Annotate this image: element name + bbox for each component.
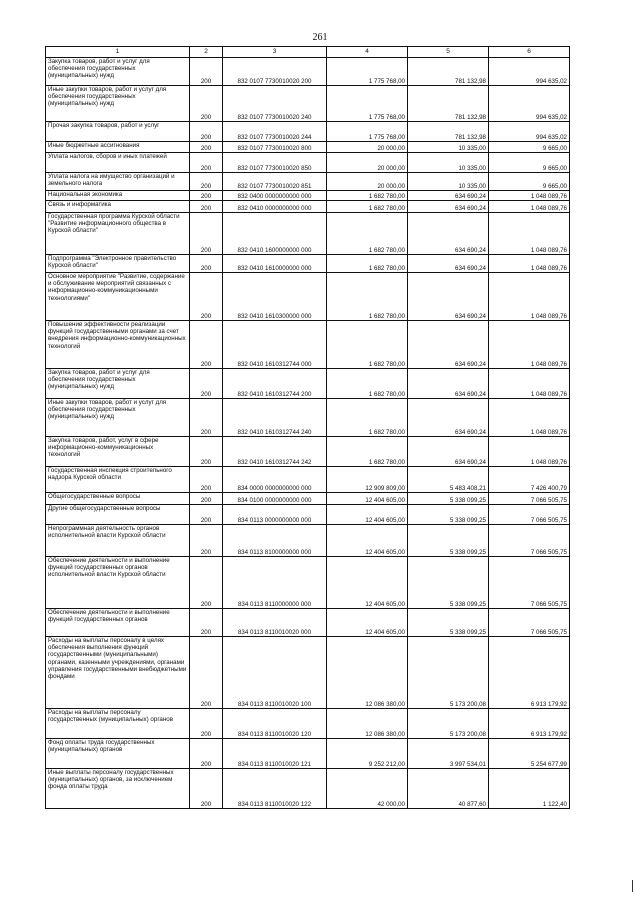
row-code-cell: 834 0113 8100000000 000 — [223, 525, 327, 557]
row-name-cell: Уплата налогов, сборов и иных платежей — [46, 153, 190, 173]
row-vr-cell: 200 — [190, 525, 223, 557]
row-name-cell: Обеспечение деятельности и выполнение функций государственных органов — [46, 609, 190, 637]
row-code-cell: 832 0107 7730010020 244 — [223, 122, 327, 142]
row-approved-cell: 1 682 780,00 — [327, 437, 408, 467]
row-approved-cell: 12 404 605,00 — [327, 493, 408, 505]
row-code-cell: 834 0113 8110010020 122 — [223, 769, 327, 809]
row-name-cell: Расходы на выплаты персоналу в целях обеспечения выполнения функций государственными (муниципальными) органами, казенными учреждениями, органами управления государственными внебюджетными фондами — [46, 637, 190, 709]
row-executed-cell: 634 690,24 — [408, 191, 489, 201]
row-name-cell: Закупка товаров, работ и услуг для обеспечения государственных (муниципальных) нужд — [46, 58, 190, 86]
row-vr-cell: 200 — [190, 493, 223, 505]
row-remaining-cell: 7 066 505,75 — [489, 505, 570, 525]
table-row — [46, 437, 570, 467]
row-remaining-cell: 1 048 089,76 — [489, 437, 570, 467]
row-vr-cell: 200 — [190, 739, 223, 769]
row-name-cell: Закупка товаров, работ, услуг в сфере информационно-коммуникационных технологий — [46, 437, 190, 467]
row-code-cell: 834 0000 0000000000 000 — [223, 467, 327, 493]
row-name-cell: Иные закупки товаров, работ и услуг для обеспечения государственных (муниципальных) нужд — [46, 86, 190, 122]
row-name-cell: Общегосударственные вопросы — [46, 493, 190, 505]
column-header: 3 — [223, 47, 327, 58]
row-vr-cell: 200 — [190, 709, 223, 739]
row-name-cell: Прочая закупка товаров, работ и услуг — [46, 122, 190, 142]
row-code-cell: 832 0410 1600000000 000 — [223, 213, 327, 255]
row-executed-cell: 634 690,24 — [408, 201, 489, 213]
row-code-cell: 832 0410 1610312744 242 — [223, 437, 327, 467]
row-remaining-cell: 7 426 400,79 — [489, 467, 570, 493]
table-body — [46, 58, 570, 809]
row-vr-cell: 200 — [190, 467, 223, 493]
row-name-cell: Непрограммная деятельность органов исполнительной власти Курской области — [46, 525, 190, 557]
row-executed-cell: 5 338 099,25 — [408, 525, 489, 557]
row-name-cell: Иные выплаты персоналу государственных (муниципальных) органов, за исключением фонда оплаты труда — [46, 769, 190, 809]
row-executed-cell: 634 690,24 — [408, 437, 489, 467]
budget-table — [45, 46, 570, 809]
table-row — [46, 255, 570, 273]
row-approved-cell: 1 682 780,00 — [327, 191, 408, 201]
row-code-cell: 832 0410 1610000000 000 — [223, 255, 327, 273]
row-code-cell: 832 0400 0000000000 000 — [223, 191, 327, 201]
row-executed-cell: 634 690,24 — [408, 255, 489, 273]
column-header: 6 — [489, 47, 570, 58]
row-executed-cell: 5 338 099,25 — [408, 493, 489, 505]
row-approved-cell: 1 682 780,00 — [327, 213, 408, 255]
row-vr-cell: 200 — [190, 609, 223, 637]
row-vr-cell: 200 — [190, 58, 223, 86]
table-row — [46, 739, 570, 769]
table-row — [46, 493, 570, 505]
row-executed-cell: 5 338 099,25 — [408, 505, 489, 525]
row-executed-cell: 781 132,98 — [408, 122, 489, 142]
row-remaining-cell: 1 048 089,76 — [489, 191, 570, 201]
table-row — [46, 467, 570, 493]
table-row — [46, 321, 570, 369]
row-executed-cell: 5 173 200,08 — [408, 709, 489, 739]
table-row — [46, 86, 570, 122]
column-header: 1 — [46, 47, 190, 58]
row-vr-cell: 200 — [190, 437, 223, 467]
row-remaining-cell: 1 048 089,76 — [489, 201, 570, 213]
row-executed-cell: 3 997 534,01 — [408, 739, 489, 769]
page-number: 261 — [312, 32, 328, 43]
row-code-cell: 832 0107 7730010020 200 — [223, 58, 327, 86]
row-executed-cell: 634 690,24 — [408, 399, 489, 437]
row-name-cell: Основное мероприятие "Развитие, содержание и обслуживание мероприятий связанных с информационно-коммуникационными технологиями" — [46, 273, 190, 321]
row-executed-cell: 40 877,60 — [408, 769, 489, 809]
row-code-cell: 832 0107 7730010020 850 — [223, 153, 327, 173]
row-vr-cell: 200 — [190, 153, 223, 173]
table-row — [46, 609, 570, 637]
row-approved-cell: 1 775 768,00 — [327, 122, 408, 142]
row-remaining-cell: 9 665,00 — [489, 173, 570, 191]
table-header-row — [46, 47, 570, 58]
row-approved-cell: 20 000,00 — [327, 173, 408, 191]
row-name-cell: Закупка товаров, работ и услуг для обеспечения государственных (муниципальных) нужд — [46, 369, 190, 399]
row-code-cell: 832 0410 1610312744 000 — [223, 321, 327, 369]
table-row — [46, 557, 570, 609]
row-name-cell: Связь и информатика — [46, 201, 190, 213]
row-name-cell: Иные закупки товаров, работ и услуг для обеспечения государственных (муниципальных) нужд — [46, 399, 190, 437]
row-code-cell: 834 0113 8110010020 120 — [223, 709, 327, 739]
row-vr-cell: 200 — [190, 191, 223, 201]
row-vr-cell: 200 — [190, 321, 223, 369]
table-row — [46, 191, 570, 201]
row-vr-cell: 200 — [190, 255, 223, 273]
row-executed-cell: 10 335,00 — [408, 173, 489, 191]
row-code-cell: 834 0113 8110010020 100 — [223, 637, 327, 709]
row-vr-cell: 200 — [190, 637, 223, 709]
row-code-cell: 832 0410 0000000000 000 — [223, 201, 327, 213]
row-name-cell: Расходы на выплаты персоналу государственных (муниципальных) органов — [46, 709, 190, 739]
row-approved-cell: 1 682 780,00 — [327, 255, 408, 273]
row-remaining-cell: 1 048 089,76 — [489, 369, 570, 399]
column-header: 4 — [327, 47, 408, 58]
row-vr-cell: 200 — [190, 273, 223, 321]
row-code-cell: 832 0410 1610300000 000 — [223, 273, 327, 321]
row-name-cell: Другие общегосударственные вопросы — [46, 505, 190, 525]
table-row — [46, 122, 570, 142]
row-remaining-cell: 7 066 505,75 — [489, 493, 570, 505]
row-code-cell: 834 0113 8110000000 000 — [223, 557, 327, 609]
row-approved-cell: 20 000,00 — [327, 153, 408, 173]
scan-edge-mark — [632, 880, 633, 892]
row-executed-cell: 781 132,98 — [408, 86, 489, 122]
row-remaining-cell: 6 913 179,92 — [489, 709, 570, 739]
row-approved-cell: 1 682 780,00 — [327, 201, 408, 213]
table-row — [46, 142, 570, 153]
row-name-cell: Государственная инспекция строительного надзора Курской области — [46, 467, 190, 493]
row-name-cell: Подпрограмма "Электронное правительство Курской области" — [46, 255, 190, 273]
row-approved-cell: 1 682 780,00 — [327, 399, 408, 437]
table-row — [46, 505, 570, 525]
row-executed-cell: 10 335,00 — [408, 142, 489, 153]
row-executed-cell: 634 690,24 — [408, 369, 489, 399]
row-remaining-cell: 1 048 089,76 — [489, 321, 570, 369]
row-approved-cell: 20 000,00 — [327, 142, 408, 153]
row-approved-cell: 12 404 605,00 — [327, 557, 408, 609]
table-row — [46, 273, 570, 321]
row-approved-cell: 12 404 605,00 — [327, 525, 408, 557]
row-executed-cell: 634 690,24 — [408, 213, 489, 255]
table-row — [46, 153, 570, 173]
row-remaining-cell: 5 254 677,99 — [489, 739, 570, 769]
row-vr-cell: 200 — [190, 557, 223, 609]
row-code-cell: 834 0113 0000000000 000 — [223, 505, 327, 525]
row-approved-cell: 12 404 605,00 — [327, 505, 408, 525]
table-row — [46, 201, 570, 213]
column-header: 5 — [408, 47, 489, 58]
row-code-cell: 832 0107 7730010020 240 — [223, 86, 327, 122]
row-executed-cell: 5 338 099,25 — [408, 609, 489, 637]
row-remaining-cell: 994 635,02 — [489, 58, 570, 86]
row-name-cell: Иные бюджетные ассигнования — [46, 142, 190, 153]
row-remaining-cell: 7 066 505,75 — [489, 609, 570, 637]
row-approved-cell: 1 775 768,00 — [327, 86, 408, 122]
row-executed-cell: 634 690,24 — [408, 273, 489, 321]
row-vr-cell: 200 — [190, 769, 223, 809]
row-approved-cell: 1 682 780,00 — [327, 273, 408, 321]
table-row — [46, 399, 570, 437]
row-remaining-cell: 994 635,02 — [489, 86, 570, 122]
row-vr-cell: 200 — [190, 142, 223, 153]
table-row — [46, 213, 570, 255]
row-vr-cell: 200 — [190, 213, 223, 255]
row-approved-cell: 1 775 768,00 — [327, 58, 408, 86]
row-vr-cell: 200 — [190, 505, 223, 525]
row-name-cell: Государственная программа Курской области "Развитие информационного общества в Курской области" — [46, 213, 190, 255]
row-remaining-cell: 1 122,40 — [489, 769, 570, 809]
row-remaining-cell: 1 048 089,76 — [489, 213, 570, 255]
row-remaining-cell: 7 066 505,75 — [489, 525, 570, 557]
row-remaining-cell: 1 048 089,76 — [489, 273, 570, 321]
table-row — [46, 173, 570, 191]
table-row — [46, 709, 570, 739]
row-name-cell: Обеспечение деятельности и выполнение функций государственных органов исполнительной власти Курской области — [46, 557, 190, 609]
row-executed-cell: 10 335,00 — [408, 153, 489, 173]
row-approved-cell: 12 909 809,00 — [327, 467, 408, 493]
row-vr-cell: 200 — [190, 399, 223, 437]
row-remaining-cell: 994 635,02 — [489, 122, 570, 142]
row-approved-cell: 12 086 380,00 — [327, 637, 408, 709]
row-code-cell: 832 0107 7730010020 800 — [223, 142, 327, 153]
row-code-cell: 832 0107 7730010020 851 — [223, 173, 327, 191]
table-row — [46, 769, 570, 809]
row-name-cell: Повышение эффективности реализации функций государственными органами за счет внедрения информационно-коммуникационных технологий — [46, 321, 190, 369]
row-name-cell: Национальная экономика — [46, 191, 190, 201]
row-code-cell: 834 0113 8110010020 000 — [223, 609, 327, 637]
row-vr-cell: 200 — [190, 173, 223, 191]
row-code-cell: 834 0100 0000000000 000 — [223, 493, 327, 505]
row-approved-cell: 1 682 780,00 — [327, 369, 408, 399]
row-code-cell: 832 0410 1610312744 200 — [223, 369, 327, 399]
row-code-cell: 834 0113 8110010020 121 — [223, 739, 327, 769]
row-remaining-cell: 7 066 505,75 — [489, 557, 570, 609]
row-vr-cell: 200 — [190, 122, 223, 142]
row-remaining-cell: 9 665,00 — [489, 142, 570, 153]
row-remaining-cell: 9 665,00 — [489, 153, 570, 173]
column-header: 2 — [190, 47, 223, 58]
row-approved-cell: 42 000,00 — [327, 769, 408, 809]
table-row — [46, 637, 570, 709]
row-executed-cell: 634 690,24 — [408, 321, 489, 369]
table-row — [46, 525, 570, 557]
row-executed-cell: 5 338 099,25 — [408, 557, 489, 609]
row-name-cell: Уплата налога на имущество организаций и земельного налога — [46, 173, 190, 191]
row-remaining-cell: 1 048 089,76 — [489, 399, 570, 437]
row-vr-cell: 200 — [190, 86, 223, 122]
row-name-cell: Фонд оплаты труда государственных (муниципальных) органов — [46, 739, 190, 769]
row-approved-cell: 12 086 380,00 — [327, 709, 408, 739]
row-remaining-cell: 6 913 179,92 — [489, 637, 570, 709]
row-approved-cell: 12 404 605,00 — [327, 609, 408, 637]
row-code-cell: 832 0410 1610312744 240 — [223, 399, 327, 437]
row-remaining-cell: 1 048 089,76 — [489, 255, 570, 273]
row-executed-cell: 5 483 408,21 — [408, 467, 489, 493]
table-row — [46, 58, 570, 86]
row-vr-cell: 200 — [190, 369, 223, 399]
row-approved-cell: 1 682 780,00 — [327, 321, 408, 369]
row-approved-cell: 9 252 212,00 — [327, 739, 408, 769]
row-executed-cell: 781 132,98 — [408, 58, 489, 86]
row-vr-cell: 200 — [190, 201, 223, 213]
row-executed-cell: 5 173 200,08 — [408, 637, 489, 709]
table-row — [46, 369, 570, 399]
